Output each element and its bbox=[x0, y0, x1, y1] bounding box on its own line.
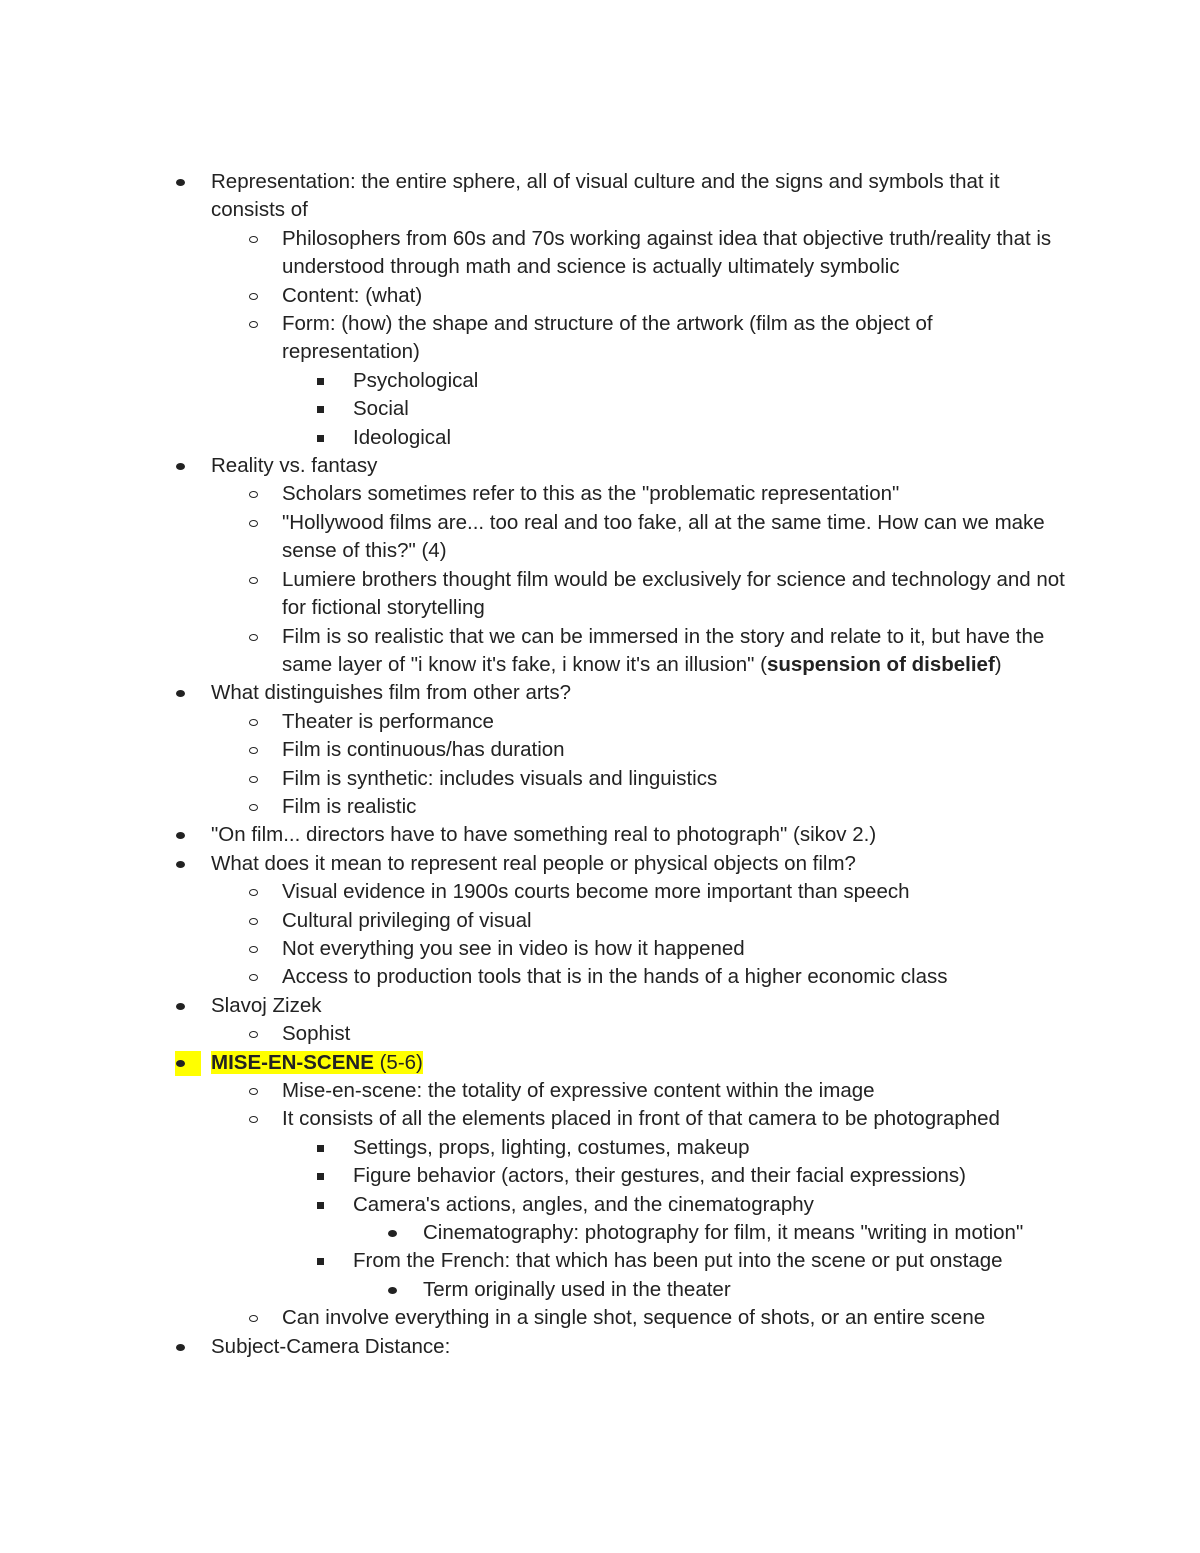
item-text: "Hollywood films are... too real and too fake, all at the same time. How can we make sense of this?" (4) bbox=[282, 510, 1045, 563]
list-item bbox=[282, 1077, 1072, 1105]
list-item bbox=[353, 1162, 1073, 1190]
list-item bbox=[353, 1247, 1073, 1275]
bullet-circle-icon bbox=[249, 310, 269, 338]
bullet-disc-icon bbox=[388, 1276, 408, 1304]
bullet-square-icon bbox=[317, 1162, 337, 1190]
list-item bbox=[423, 1219, 1083, 1247]
bullet-disc-icon bbox=[388, 1219, 408, 1247]
bullet-circle-icon bbox=[249, 765, 269, 793]
item-text: Reality vs. fantasy bbox=[211, 454, 378, 478]
section-heading: MISE-EN-SCENE bbox=[211, 1050, 374, 1074]
list-item bbox=[353, 395, 1073, 423]
bullet-circle-icon bbox=[249, 1105, 269, 1133]
list-item bbox=[282, 765, 1072, 793]
item-text: Film is so realistic that we can be immersed in the story and relate to it, but have the same layer of "i know it's fake, i know it's an illusion" ( bbox=[282, 624, 1045, 676]
item-text: Access to production tools that is in the hands of a higher economic class bbox=[282, 965, 948, 989]
item-text: Film is synthetic: includes visuals and linguistics bbox=[282, 766, 718, 790]
item-text: Ideological bbox=[353, 425, 452, 449]
item-text: Cultural privileging of visual bbox=[282, 908, 532, 932]
item-text: From the French: that which has been put into the scene or put onstage bbox=[353, 1249, 1003, 1273]
list-item bbox=[282, 225, 1072, 282]
bullet-circle-icon bbox=[249, 1304, 269, 1332]
list-item bbox=[353, 424, 1073, 452]
bullet-circle-icon bbox=[249, 623, 269, 651]
item-text: Not everything you see in video is how it happened bbox=[282, 936, 745, 960]
list-item bbox=[211, 168, 1071, 225]
bullet-disc-icon bbox=[176, 1049, 196, 1077]
bullet-square-icon bbox=[317, 1247, 337, 1275]
bullet-circle-icon bbox=[249, 935, 269, 963]
list-item bbox=[282, 793, 1072, 821]
list-item bbox=[282, 480, 1072, 508]
bullet-square-icon bbox=[317, 424, 337, 452]
item-text: Mise-en-scene: the totality of expressive content within the image bbox=[282, 1079, 875, 1102]
list-item bbox=[282, 1020, 1072, 1048]
item-text: Content: (what) bbox=[282, 283, 423, 307]
item-text: Sophist bbox=[282, 1022, 351, 1046]
item-text: Form: (how) the shape and structure of the artwork (film as the object of representation) bbox=[282, 312, 933, 364]
list-item bbox=[282, 907, 1072, 935]
page-reference: (5-6) bbox=[373, 1050, 423, 1074]
bullet-circle-icon bbox=[249, 793, 269, 821]
item-text: Film is continuous/has duration bbox=[282, 738, 565, 762]
list-item bbox=[282, 708, 1072, 736]
bullet-disc-icon bbox=[176, 850, 196, 878]
bullet-circle-icon bbox=[249, 480, 269, 508]
list-item bbox=[282, 1304, 1072, 1332]
list-item bbox=[211, 992, 1071, 1020]
bullet-square-icon bbox=[317, 1134, 337, 1162]
list-item-highlighted bbox=[211, 1049, 1071, 1077]
bullet-circle-icon bbox=[249, 708, 269, 736]
item-text: Can involve everything in a single shot, sequence of shots, or an entire scene bbox=[282, 1306, 986, 1330]
list-item bbox=[353, 1191, 1073, 1219]
bullet-disc-icon bbox=[176, 1333, 196, 1361]
bullet-circle-icon bbox=[249, 509, 269, 537]
bullet-circle-icon bbox=[249, 1077, 269, 1105]
item-text: Theater is performance bbox=[282, 709, 494, 733]
bold-term: suspension of disbelief bbox=[766, 652, 995, 676]
list-item bbox=[282, 623, 1072, 680]
bullet-circle-icon bbox=[249, 1020, 269, 1048]
list-item bbox=[282, 878, 1072, 906]
item-text: Settings, props, lighting, costumes, makeup bbox=[353, 1135, 750, 1159]
item-text: Subject-Camera Distance: bbox=[211, 1334, 451, 1358]
bullet-square-icon bbox=[317, 1191, 337, 1219]
bullet-square-icon bbox=[317, 395, 337, 423]
item-text: Figure behavior (actors, their gestures, and their facial expressions) bbox=[353, 1164, 967, 1188]
list-item bbox=[282, 509, 1072, 566]
item-text: Cinematography: photography for film, it means "writing in motion" bbox=[423, 1221, 1024, 1245]
item-text: Social bbox=[353, 397, 409, 421]
list-item bbox=[282, 963, 1072, 991]
item-text: "On film... directors have to have something real to photograph" (sikov 2.) bbox=[211, 823, 877, 847]
bullet-disc-icon bbox=[176, 168, 196, 196]
list-item bbox=[282, 1105, 1072, 1133]
item-text: Scholars sometimes refer to this as the "problematic representation" bbox=[282, 482, 900, 506]
item-text: Slavoj Zizek bbox=[211, 993, 322, 1017]
item-text: Representation: the entire sphere, all of visual culture and the signs and symbols that it consists of bbox=[211, 170, 1000, 222]
item-text: ) bbox=[994, 652, 1002, 676]
item-text: Visual evidence in 1900s courts become more important than speech bbox=[282, 880, 910, 904]
bullet-circle-icon bbox=[249, 878, 269, 906]
item-text: It consists of all the elements placed in front of that camera to be photographed bbox=[282, 1107, 1000, 1131]
item-text: Psychological bbox=[353, 368, 479, 392]
list-item bbox=[353, 367, 1073, 395]
list-item bbox=[282, 935, 1072, 963]
item-text: Term originally used in the theater bbox=[423, 1277, 731, 1301]
item-text: Lumiere brothers thought film would be exclusively for science and technology and not for fictional storytelling bbox=[282, 567, 1065, 620]
list-item bbox=[211, 1333, 1071, 1361]
list-item bbox=[282, 282, 1072, 310]
bullet-square-icon bbox=[317, 367, 337, 395]
bullet-disc-icon bbox=[176, 821, 196, 849]
list-item bbox=[282, 310, 1072, 367]
bullet-circle-icon bbox=[249, 963, 269, 991]
list-item bbox=[282, 566, 1072, 623]
list-item bbox=[211, 850, 1071, 878]
list-item bbox=[423, 1276, 1083, 1304]
notes-outline bbox=[0, 168, 1200, 1361]
item-text: What distinguishes film from other arts? bbox=[211, 681, 572, 705]
bullet-circle-icon bbox=[249, 907, 269, 935]
bullet-disc-icon bbox=[176, 679, 196, 707]
bullet-circle-icon bbox=[249, 282, 269, 310]
list-item bbox=[211, 821, 1071, 849]
list-item bbox=[282, 736, 1072, 764]
list-item bbox=[211, 679, 1071, 707]
bullet-circle-icon bbox=[249, 225, 269, 253]
bullet-disc-icon bbox=[176, 992, 196, 1020]
bullet-circle-icon bbox=[249, 736, 269, 764]
item-text: What does it mean to represent real people or physical objects on film? bbox=[211, 851, 856, 875]
item-text: Philosophers from 60s and 70s working against idea that objective truth/reality that is understood through math and science is actually ultimately symbolic bbox=[282, 226, 1052, 279]
list-item bbox=[211, 452, 1071, 480]
bullet-circle-icon bbox=[249, 566, 269, 594]
item-text: Film is realistic bbox=[282, 794, 417, 818]
item-text: Camera's actions, angles, and the cinematography bbox=[353, 1192, 814, 1216]
bullet-disc-icon bbox=[176, 452, 196, 480]
list-item bbox=[353, 1134, 1073, 1162]
